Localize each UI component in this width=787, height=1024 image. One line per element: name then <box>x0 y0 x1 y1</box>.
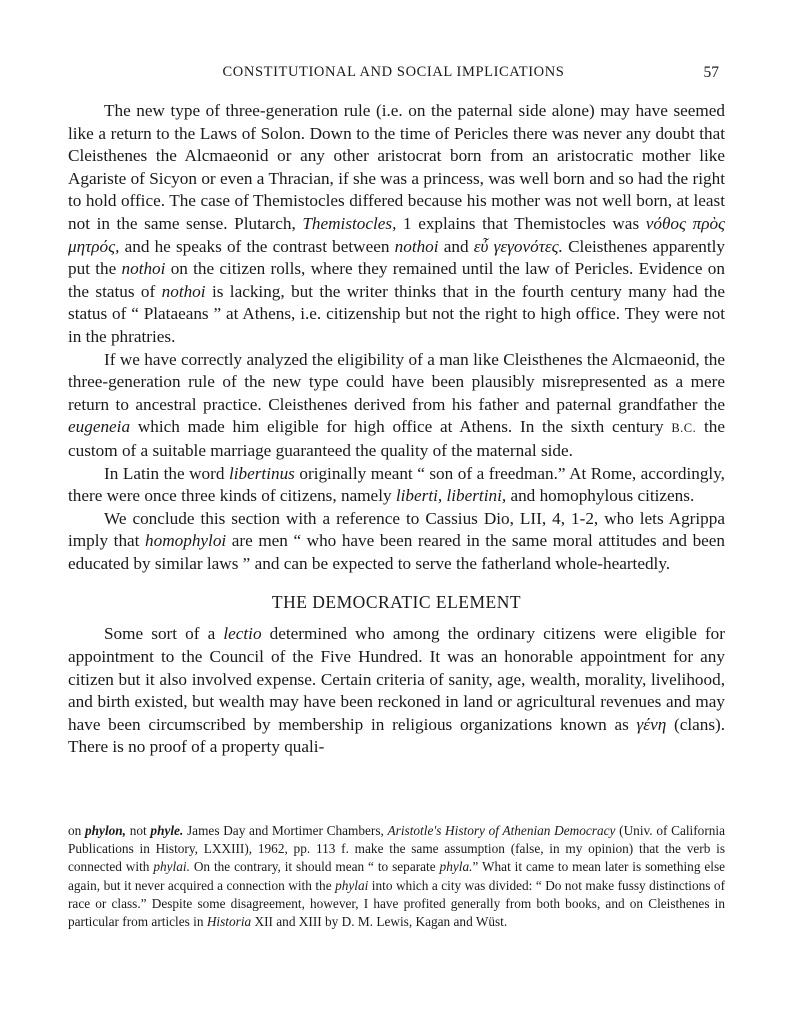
text-run: The new type of three-generation rule (i.e. on the paternal side alone) may have seemed like a return to the Laws of Solon. Down to the time of Pericles there was never any doubt that Cleisthenes the Alcmaeonid or any other aristocrat born from an aristocratic mother like Agariste of Sicyon or even a Thracian, if she was a princess, was well born and so had the right to hold office. The case of Themistocles differed because his mother was not well born, at least not in the same sense. Plutarch, <box>68 101 725 233</box>
bold-italic-term: phylon, <box>85 823 127 838</box>
italic-title: Aristotle's History of Athenian Democracy <box>387 823 616 838</box>
paragraph-5 <box>68 623 725 759</box>
bold-italic-term: phyle. <box>150 823 184 838</box>
italic-term: liberti, libertini, <box>395 486 507 506</box>
paragraph-4 <box>68 508 725 576</box>
section-heading: THE DEMOCRATIC ELEMENT <box>271 592 522 613</box>
text-run: In Latin the word <box>104 463 225 483</box>
page-header <box>68 64 719 86</box>
paragraph-3 <box>68 463 725 508</box>
text-run: Some sort of a <box>104 624 216 644</box>
italic-term: nothoi <box>161 281 206 301</box>
text-run: We conclude this section with a reference to Cassius Dio, LII, 4, 1-2, who lets Agrippa imply that <box>68 508 725 551</box>
text-run: determined who among the ordinary citizens were eligible for appointment to the Council of the Five Hundred. It was an honorable appointment for any citizen but it also involved expense. Certain criteria of sanity, age, wealth, morality, livelihood, and birth existed, but wealth may have been reckoned in land or agricultural revenues and may have been circumscribed by membership in religious organizations known as <box>68 624 726 734</box>
text-run: into which a city was divided: “ Do not make fussy distinctions of race or class.” Despite some disagreement, however, I have profited generally from both books, and on Cleisthenes in particular from articles in <box>68 877 726 930</box>
small-caps-era: B.C. <box>671 421 697 436</box>
text-run: originally meant “ son of a freedman.” At Rome, accordingly, there were once three kinds of citizens, namely <box>68 463 725 506</box>
italic-term: Themistocles, <box>302 213 397 233</box>
text-run: ” What it came to mean later is something else again, but it never acquired a connection with the <box>68 859 726 893</box>
italic-term: libertinus <box>228 463 295 483</box>
text-run: are men “ who have been reared in the same moral attitudes and been educated by similar laws ” and can be expected to serve the fatherland whole-heartedly. <box>68 531 726 573</box>
greek-phrase: νόθος πρὸς μητρός, <box>68 213 726 256</box>
text-run: and he speaks of the contrast between <box>124 236 390 256</box>
italic-title: Historia <box>206 914 252 930</box>
text-run: (Univ. of California Publications in History, LXXIII), 1962, pp. 113 f. make the same assumption (false, in my opinion) that the verb is connected with <box>68 823 726 875</box>
paragraph-2 <box>68 349 725 463</box>
italic-term: phylai. <box>153 859 190 875</box>
text-run: and <box>443 236 469 256</box>
greek-phrase: γένη <box>636 714 667 734</box>
text-run: on <box>68 823 82 838</box>
text-run: Cleisthenes apparently put the <box>68 236 726 279</box>
italic-term: eugeneia <box>68 417 131 437</box>
page-number: 57 <box>703 64 719 81</box>
italic-term: phylai <box>335 877 369 893</box>
text-run: James Day and Mortimer Chambers, <box>187 823 384 838</box>
text-run: not <box>129 823 147 838</box>
text-run: If we have correctly analyzed the eligibility of a man like Cleisthenes the Alcmaeonid, the three-generation rule of the new type could have been plausibly misrepresented as a mere return to ancestral practice. Cleisthenes derived from his father and paternal grandfather the <box>68 349 725 414</box>
text-run: 1 explains that Themistocles was <box>403 213 640 233</box>
text-run: XII and XIII by D. M. Lewis, Kagan and Wüst. <box>254 914 508 930</box>
italic-term: nothoi <box>394 236 439 256</box>
italic-term: homophyloi <box>145 531 227 551</box>
italic-term: phyla. <box>439 859 473 875</box>
text-run: on the citizen rolls, where they remained until the law of Pericles. Evidence on the status of <box>68 259 725 301</box>
footnote <box>68 822 725 931</box>
text-run: and homophylous citizens. <box>510 486 695 506</box>
text-run: which made him eligible for high office at Athens. In the sixth century <box>137 417 664 437</box>
italic-term: nothoi <box>121 259 166 279</box>
text-run: the custom of a suitable marriage guaranteed the quality of the maternal side. <box>68 417 726 460</box>
paragraph-1 <box>68 100 725 349</box>
text-run: is lacking, but the writer thinks that in the fourth century many had the status of “ Plataeans ” at Athens, i.e. citizenship but not the right to high office. They were not in the phratries. <box>68 281 725 346</box>
running-title: CONSTITUTIONAL AND SOCIAL IMPLICATIONS <box>222 64 565 80</box>
italic-term: lectio <box>223 624 262 644</box>
text-run: On the contrary, it should mean “ to separate <box>193 859 436 875</box>
text-run: (clans). There is no proof of a property quali- <box>68 714 726 757</box>
greek-phrase: εὖ γεγονότες. <box>473 236 563 256</box>
main-text <box>68 100 725 759</box>
